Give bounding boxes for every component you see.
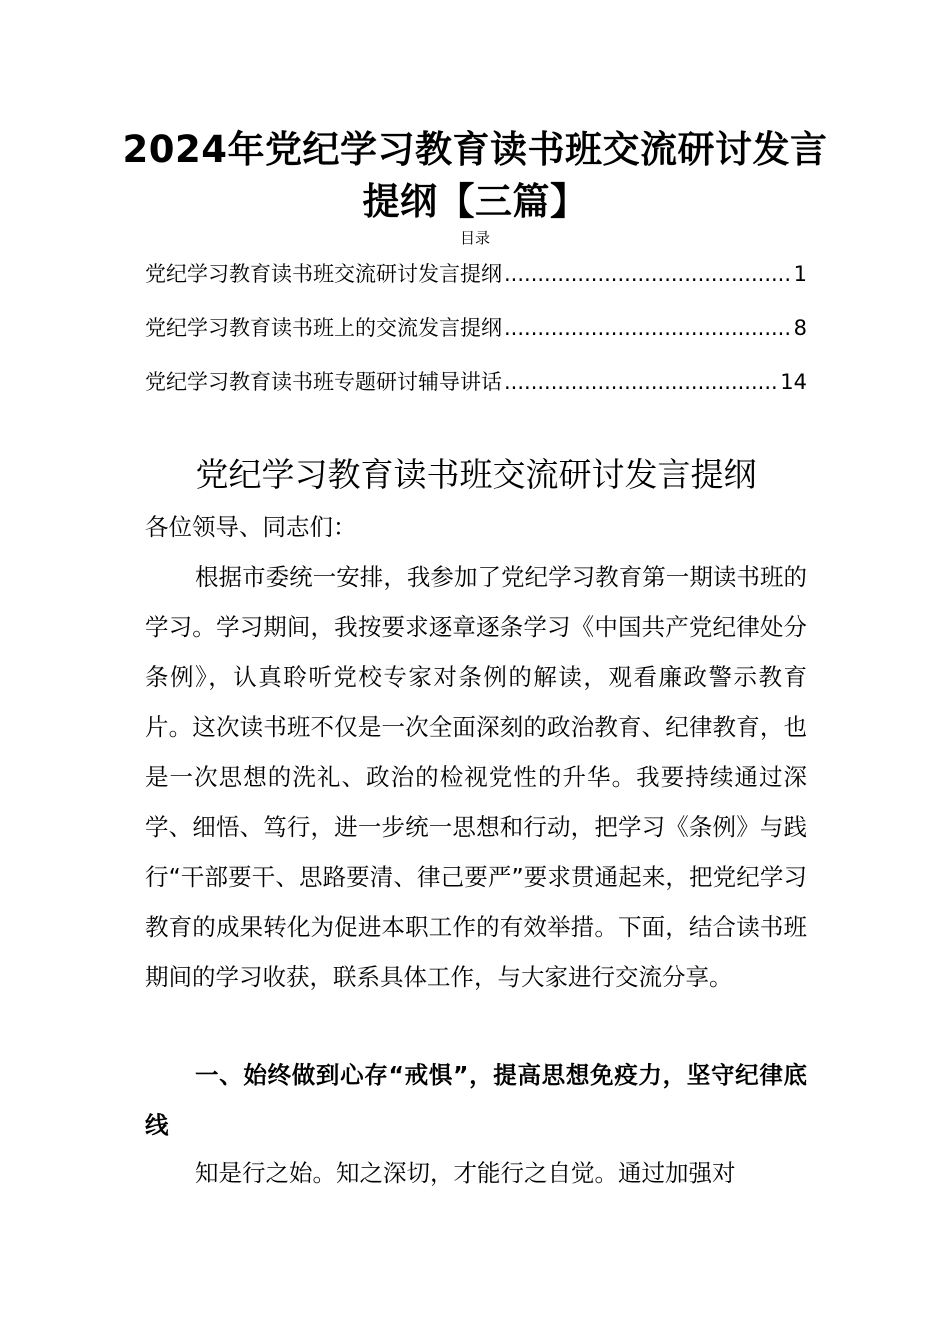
toc-entry-text[interactable]: 党纪学习教育读书班上的交流发言提纲 xyxy=(145,316,502,340)
section-subheading: 一、始终做到心存“戒惧”，提高思想免疫力，坚守纪律底线 xyxy=(145,1061,807,1139)
toc-entry-page: 1 xyxy=(793,262,807,286)
toc-heading: 目录 xyxy=(459,229,490,247)
toc-entry-page: 14 xyxy=(780,370,807,394)
section-title: 党纪学习教育读书班交流研讨发言提纲 xyxy=(195,455,757,494)
toc-leader-dots xyxy=(504,310,792,346)
toc-entry[interactable] xyxy=(145,364,807,418)
toc-entry-text[interactable]: 党纪学习教育读书班交流研讨发言提纲 xyxy=(145,262,502,286)
toc-entry[interactable] xyxy=(145,310,807,364)
document-title: 2024年党纪学习教育读书班交流研讨发言提纲【三篇】 xyxy=(122,128,828,223)
toc-entry-page: 8 xyxy=(793,316,807,340)
toc-leader-dots xyxy=(504,256,792,292)
salutation: 各位领导、同志们： xyxy=(145,513,357,541)
table-of-contents xyxy=(145,256,807,418)
toc-leader-dots xyxy=(504,364,778,400)
body-paragraph: 知是行之始。知之深切，才能行之自觉。通过加强对 xyxy=(195,1159,736,1187)
body-paragraph: 根据市委统一安排，我参加了党纪学习教育第一期读书班的学习。学习期间，我按要求逐章逐条学习《中国共产党纪律处分条例》，认真聆听党校专家对条例的解读，观看廉政警示教育片。这次读书班不仅是一次全面深刻的政治教育、纪律教育，也是一次思想的洗礼、政治的检视党性的升华。我要持续通过深学、细悟、笃行，进一步统一思想和行动，把学习《条例》与践行“干部要干、思路要清、律己要严”要求贯通起来，把党纪学习教育的成果转化为促进本职工作的有效举措。下面，结合读书班期间的学习收获，联系具体工作，与大家进行交流分享。 xyxy=(145,563,807,991)
toc-entry-text[interactable]: 党纪学习教育读书班专题研讨辅导讲话 xyxy=(145,370,502,394)
toc-entry[interactable] xyxy=(145,256,807,310)
